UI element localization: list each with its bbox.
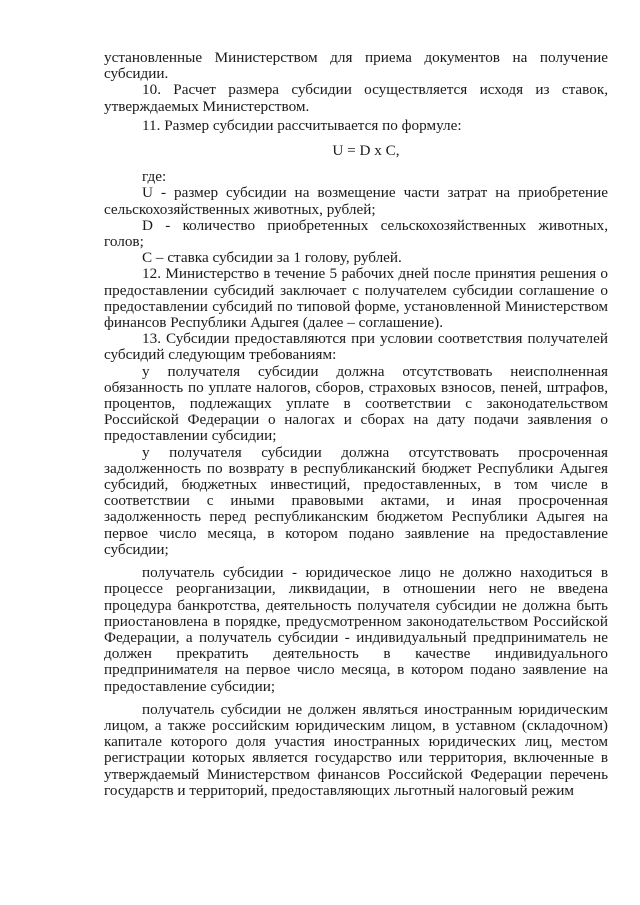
paragraph-13: 13. Субсидии предоставляются при условии соответствия получателей субсидий следующим требованиям: [104,330,608,364]
formula: U = D x C, [332,142,400,160]
definition-c: C – ставка субсидии за 1 голову, рублей. [142,249,402,267]
requirement-2: у получателя субсидии должна отсутствовать просроченная задолженность по возврату в республиканский бюджет Республики Адыгея субсидий, бюджетных инвестиций, предоставленных, в том числе в соответствии с иными правовыми актами, и иная просроченная задолженность перед республиканским бюджетом Республики Адыгея на первое число месяца, в котором подано заявление на предоставление субсидии; [104,443,608,558]
requirement-4: получатель субсидии не должен являться иностранным юридическим лицом, а также российским юридическим лицом, в уставном (складочном) капитале которого доля участия иностранных юридических лиц, местом регистрации которых является государство или территория, включенные в утверждаемый Министерством финансов Российской Федерации перечень государств и территорий, предоставляющих льготный налоговый режим [104,700,608,799]
paragraph-10: 10. Расчет размера субсидии осуществляется исходя из ставок, утверждаемых Министерством. [104,81,608,115]
definition-d: D - количество приобретенных сельскохозяйственных животных, голов; [104,216,608,251]
document-page [104,50,608,799]
where-label: где: [142,168,167,186]
requirement-1: у получателя субсидии должна отсутствовать неисполненная обязанность по уплате налогов, сборов, страховых взносов, пеней, штрафов, процентов, подлежащих уплате в соответствии с законодательством Российской Федерации о налогах и сборах на дату подачи заявления о предоставлении субсидии; [104,362,608,445]
definition-u: U - размер субсидии на возмещение части затрат на приобретение сельскохозяйственных животных, рублей; [104,184,608,218]
paragraph-continuation: установленные Министерством для приема документов на получение субсидии. [104,49,608,83]
requirement-3: получатель субсидии - юридическое лицо не должно находиться в процессе реорганизации, ликвидации, в отношении него не введена процедура банкротства, деятельность получателя субсидии не должна быть приостановлена в порядке, предусмотренном законодательством Российской Федерации, а получатель субсидии - индивидуальный предприниматель не должен прекратить деятельность в качестве индивидуального предпринимателя на первое число месяца, в котором подано заявление на предоставление субсидии; [104,564,608,695]
paragraph-12: 12. Министерство в течение 5 рабочих дней после принятия решения о предоставлении субсидий заключает с получателем субсидии соглашение о предоставлении субсидий по типовой форме, установленной Министерством финансов Республики Адыгея (далее – соглашение). [104,265,608,332]
paragraph-11: 11. Размер субсидии рассчитывается по формуле: [142,116,462,134]
